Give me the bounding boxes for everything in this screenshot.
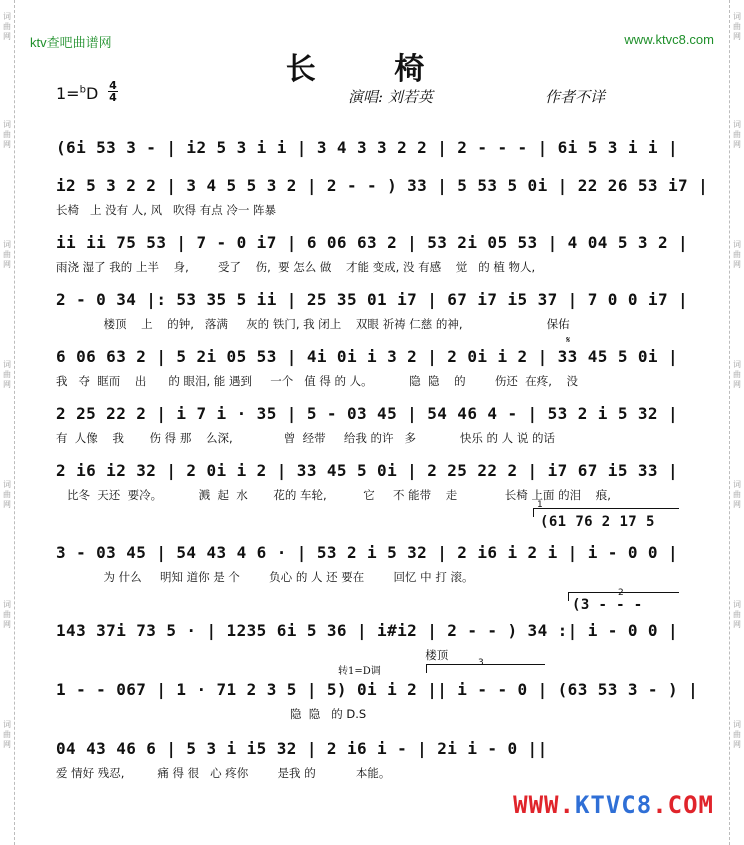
- edge-mark: 词曲网: [733, 240, 741, 269]
- notation-line: 6 06 63 2 | 5 2i 05 53 | 4i 0i i 3 2 | 2 0i i 2 | 33 45 5 0i |: [56, 347, 679, 366]
- lyric-line: 有 人像 我 伤 得 那 么深, 曾 经带 给我 的许 多 快乐 的 人 说 的话: [56, 431, 555, 445]
- second-ending-notes: (3 - - -: [572, 597, 643, 613]
- key-flat: b: [79, 84, 86, 96]
- site-logo: [513, 791, 714, 819]
- edge-mark: 词曲网: [3, 480, 11, 509]
- left-watermark-strip: [0, 0, 15, 845]
- lyric-line: 爱 情好 残忍, 痛 得 很 心 疼你 是我 的 本能。: [56, 766, 391, 780]
- logo-part-com: .COM: [652, 791, 714, 819]
- edge-mark: 词曲网: [733, 12, 741, 41]
- lyric-line: 我 夺 眶而 出 的 眼泪, 能 遇到 一个 值 得 的 人。 隐 隐 的 伤还 在疼, 没: [56, 374, 578, 388]
- logo-part-www: WWW.: [513, 791, 575, 819]
- lyric-line: 隐 隐 的 D.S: [56, 707, 367, 721]
- edge-mark: 词曲网: [3, 12, 11, 41]
- edge-mark: 词曲网: [3, 600, 11, 629]
- logo-part-ktvc8: KTVC8: [574, 791, 653, 819]
- key-note: D: [85, 84, 99, 103]
- notation-line: 2 i6 i2 32 | 2 0i i 2 | 33 45 5 0i | 2 25 22 2 | i7 67 i5 33 |: [56, 461, 679, 480]
- notation-line: ii ii 75 53 | 7 - 0 i7 | 6 06 63 2 | 53 2i 05 53 | 4 04 5 3 2 |: [56, 233, 689, 252]
- notation-line: 04 43 46 6 | 5 3 i i5 32 | 2 i6 i - | 2i i - 0 ||: [56, 739, 548, 758]
- notation-line: 2 - 0 34 |: 53 35 5 ii | 25 35 01 i7 | 67 i7 i5 37 | 7 0 0 i7 |: [56, 290, 689, 309]
- edge-mark: 词曲网: [733, 360, 741, 389]
- time-signature: [108, 80, 118, 103]
- time-top: 4: [109, 79, 117, 92]
- edge-mark: 词曲网: [3, 360, 11, 389]
- modulation-mark: 转1=D调: [338, 666, 381, 677]
- notation-line: 3 - 03 45 | 54 43 4 6 · | 53 2 i 5 32 | 2 i6 i 2 i | i - 0 0 |: [56, 543, 679, 562]
- edge-mark: 词曲网: [3, 720, 11, 749]
- sharp-mark: 𝄋: [566, 335, 571, 346]
- edge-mark: 词曲网: [733, 600, 741, 629]
- lyric-line: 楼顶: [56, 648, 449, 662]
- lyric-line: 比冬 天还 要冷。 溅 起 水 花的 车轮, 它 不 能带 走 长椅 上面 的泪 痕,: [56, 488, 611, 502]
- notation-line: 2 25 22 2 | i 7 i · 35 | 5 - 03 45 | 54 46 4 - | 53 2 i 5 32 |: [56, 404, 679, 423]
- song-title: 长 椅: [285, 52, 459, 87]
- edge-mark: 词曲网: [733, 480, 741, 509]
- singer-credit: 演唱: 刘若英: [348, 88, 433, 106]
- first-ending-label: 1: [537, 500, 543, 510]
- right-watermark-strip: [729, 0, 744, 845]
- edge-mark: 词曲网: [3, 240, 11, 269]
- lyric-line: 楼顶 上 的钟, 落满 灰的 铁门, 我 闭上 双眼 祈祷 仁慈 的神, 保佑: [56, 317, 570, 331]
- second-ending-label: 2: [618, 588, 624, 598]
- notation-line: 143 37i 73 5 · | 1235 6i 5 36 | i#i2 | 2 - - ) 34 :| i - 0 0 |: [56, 621, 679, 640]
- edge-mark: 词曲网: [3, 120, 11, 149]
- lyric-line: 为 什么 明知 道你 是 个 负心 的 人 还 要在 回忆 中 打 滚。: [56, 570, 474, 584]
- notation-line: (6i 53 3 - | i2 5 3 i i | 3 4 3 3 2 2 | 2 - - - | 6i 5 3 i i |: [56, 138, 679, 157]
- edge-mark: 词曲网: [733, 120, 741, 149]
- notation-line: 1 - - 067 | 1 · 71 2 3 5 | 5) 0i i 2 || i - - 0 | (63 53 3 - ) |: [56, 680, 699, 699]
- lyric-line: 雨浇 湿了 我的 上半 身, 受了 伤, 要 怎么 做 才能 变成, 没 有感 觉 的 植 物人,: [56, 260, 536, 274]
- time-bottom: 4: [109, 91, 117, 104]
- right-site-link[interactable]: www.ktvc8.com: [624, 32, 714, 47]
- author-credit: 作者不详: [545, 88, 606, 106]
- notation-line: i2 5 3 2 2 | 3 4 5 5 3 2 | 2 - - ) 33 | 5 53 5 0i | 22 26 53 i7 |: [56, 176, 709, 195]
- key-prefix: 1=: [56, 84, 80, 103]
- first-ending-notes: (61 76 2 17 5: [540, 514, 655, 530]
- key-signature: [56, 84, 98, 103]
- lyric-line: 长椅 上 没有 人, 风 吹得 有点 冷一 阵暴: [56, 203, 277, 217]
- left-site-link[interactable]: ktv查吧曲谱网: [30, 35, 112, 50]
- third-ending-bracket: [426, 664, 545, 673]
- third-ending-label: 3: [478, 658, 484, 668]
- edge-mark: 词曲网: [733, 720, 741, 749]
